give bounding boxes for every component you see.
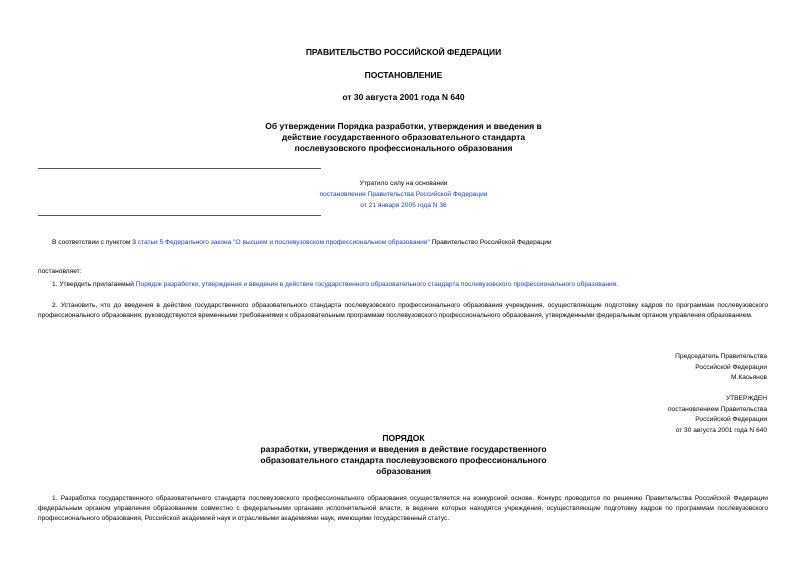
title-line: действие государственного образовательного стандарта [281,132,526,142]
procedure-link[interactable]: Порядок разработки, утверждения и введения в действие государственного образовательного стандарта послевузовского профессионального образования [135,281,617,288]
title-line: послевузовского профессионального образования [294,143,513,153]
procedure-heading [0,433,807,477]
divider-top [38,168,321,169]
document-title [0,121,807,154]
procedure-subtitle-line: образовательного стандарта послевузовского профессионального [260,455,547,465]
approved-block [668,394,767,436]
preamble-suffix: Правительство Российской Федерации [429,239,552,246]
signature-line: Российской Федерации [695,363,767,371]
item-1 [52,280,772,290]
title-line: Об утверждении Порядка разработки, утверждения и введения в [265,121,542,131]
doc-type-heading: ПОСТАНОВЛЕНИЕ [364,70,443,80]
procedure-subtitle-line: разработки, утверждения и введения в действие государственного [260,444,547,454]
procedure-subtitle-line: образования [376,466,431,476]
lost-force-link[interactable]: постановления Правительства Российской Федерации [319,191,488,198]
signature-block [675,352,767,384]
lost-force-line: Утратило силу на основании [359,180,448,187]
divider-bottom [38,215,321,216]
approved-line: УТВЕРЖДЕН [725,395,767,402]
approved-line: от 30 августа 2001 года N 640 [675,426,767,434]
law-link[interactable]: статьи 5 Федерального закона "О высшем и послевузовском профессиональном образовании" [137,239,430,246]
procedure-title: ПОРЯДОК [382,433,425,443]
approved-line: постановлением Правительства [667,405,767,413]
approved-line: Российской Федерации [695,416,767,423]
item-1-prefix: 1. Утвердить прилагаемый [52,281,136,288]
preamble-prefix: В соответствии с пунктом 3 [52,239,138,246]
item-1-suffix: . [616,281,619,288]
date-number: от 30 августа 2001 года N 640 [342,92,465,102]
signature-line: Председатель Правительства [675,353,767,360]
preamble [52,238,772,248]
lost-force-note [0,178,807,211]
lost-force-link-date[interactable]: от 21 января 2005 года N 36 [360,202,447,209]
decree-word: постановляет: [38,268,82,275]
item-2: 2. Установить, что до введения в действие государственного образовательного стандарта послевузовского профессионального образования учреждения, осуществляющие подготовку кадров по программам послевузовского профессионального образования, руководствуются временными требованиями к образовательным программам послевузовского профессионального образования, утвержденными федеральным органом управления образованием. [38,302,768,319]
point-1: 1. Разработка государственного образовательного стандарта послевузовского профессионального образования осуществляется на конкурсной основе. Конкурс проводится по решению Правительства Российской Федерации федеральным органом управления образованием совместно с федеральными органами исполнительной власти, в ведении которых находятся учреждения, осуществляющие подготовку кадров по программам послевузовского профессионального образования, Российской академией наук и отраслевыми академиями наук, имеющими государственный статус. [38,495,768,522]
government-heading: ПРАВИТЕЛЬСТВО РОССИЙСКОЙ ФЕДЕРАЦИИ [305,47,502,57]
signature-name: М.Касьянов [731,374,767,381]
